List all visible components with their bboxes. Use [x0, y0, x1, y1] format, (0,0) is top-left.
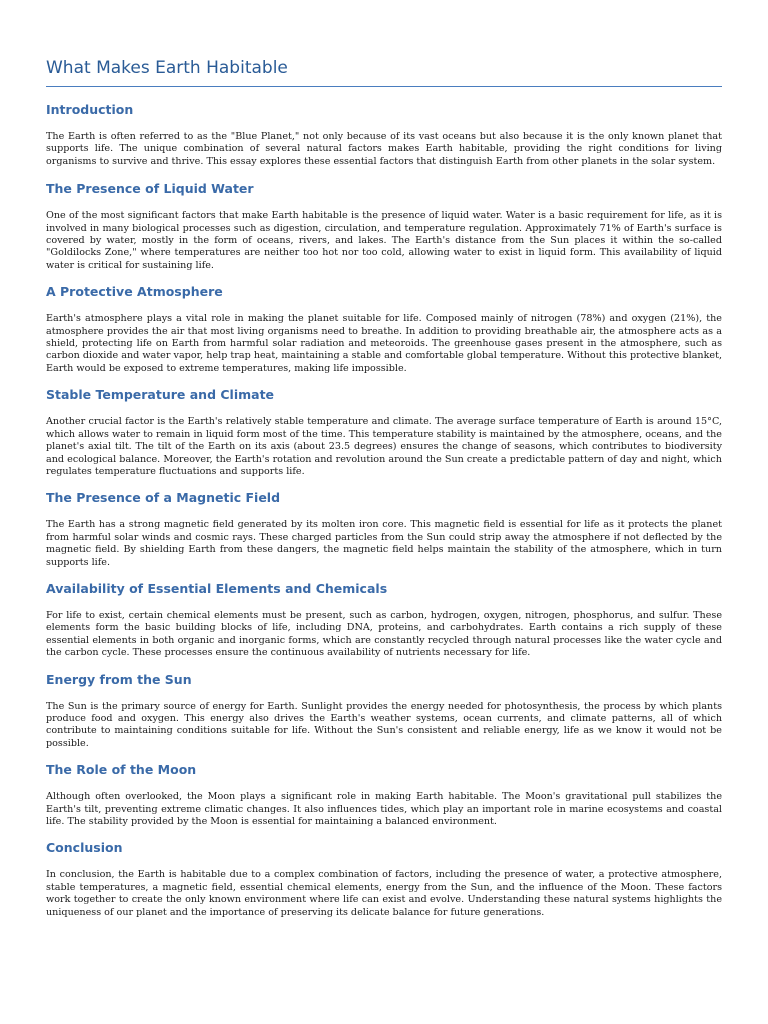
section-heading: The Presence of Liquid Water [46, 181, 254, 197]
section-heading: Energy from the Sun [46, 671, 192, 687]
section-essential-elements [46, 581, 722, 660]
section-conclusion [46, 840, 722, 919]
document-page [46, 56, 722, 919]
section-magnetic-field [46, 490, 722, 569]
section-heading: Introduction [46, 102, 134, 117]
section-heading: Stable Temperature and Climate [46, 387, 275, 403]
section-heading: The Role of the Moon [46, 762, 197, 778]
section-body: The Sun is the primary source of energy for Earth. Sunlight provides the energy needed for photosynthesis, the process by which plants produce food and oxygen. This energy also drives the Earth's weather systems, ocean currents, and climate patterns, all of which contribute to maintaining conditions suitable for life. Without the Sun's consistent and reliable energy, life as we know it would not be possible. [46, 700, 722, 749]
section-body: One of the most significant factors that make Earth habitable is the presence of liquid water. Water is a basic requirement for life, as it is involved in many biological processes such as digestion, circulation, and temperature regulation. Approximately 71% of Earth's surface is covered by water, mostly in the form of oceans, rivers, and lakes. The Earth's distance from the Sun places it within the so-called "Goldilocks Zone," where temperatures are neither too hot nor too cold, allowing water to exist in liquid form. This availability of liquid water is critical for sustaining life. [46, 210, 722, 271]
section-liquid-water [46, 181, 722, 272]
section-body: Another crucial factor is the Earth's relatively stable temperature and climate. The average surface temperature of Earth is around 15°C, which allows water to remain in liquid form most of the time. This temperature stability is maintained by the atmosphere, oceans, and the planet's axial tilt. The tilt of the Earth on its axis (about 23.5 degrees) ensures the change of seasons, which contributes to biodiversity and ecological balance. Moreover, the Earth's rotation and revolution around the Sun create a predictable pattern of day and night, which regulates temperature fluctuations and supports life. [46, 416, 722, 477]
section-atmosphere [46, 284, 722, 375]
section-heading: A Protective Atmosphere [46, 284, 223, 300]
section-heading: Availability of Essential Elements and Chemicals [46, 580, 388, 596]
section-body: Earth's atmosphere plays a vital role in making the planet suitable for life. Composed mainly of nitrogen (78%) and oxygen (21%), the atmosphere provides the air that most living organisms need to breathe. In addition to providing breathable air, the atmosphere acts as a shield, protecting life on Earth from harmful solar radiation and meteoroids. The greenhouse gases present in the atmosphere, such as carbon dioxide and water vapor, help trap heat, maintaining a stable and comfortable global temperature. Without this protective blanket, Earth would be exposed to extreme temperatures, making life impossible. [46, 313, 722, 374]
section-heading: Conclusion [46, 840, 123, 856]
document-title: What Makes Earth Habitable [46, 56, 722, 87]
section-energy-from-sun [46, 672, 722, 751]
section-body: The Earth is often referred to as the "Blue Planet," not only because of its vast oceans but also because it is the only known planet that supports life. The unique combination of several natural factors makes Earth habitable, providing the right conditions for living organisms to survive and thrive. This essay explores these essential factors that distinguish Earth from other planets in the solar system. [46, 131, 722, 167]
section-body: Although often overlooked, the Moon plays a significant role in making Earth habitable. The Moon's gravitational pull stabilizes the Earth's tilt, preventing extreme climatic changes. It also influences tides, which play an important role in marine ecosystems and coastal life. The stability provided by the Moon is essential for maintaining a balanced environment. [46, 791, 722, 827]
section-temperature-climate [46, 387, 722, 478]
section-body: The Earth has a strong magnetic field generated by its molten iron core. This magnetic field is essential for life as it protects the planet from harmful solar winds and cosmic rays. These charged particles from the Sun could strip away the atmosphere if not deflected by the magnetic field. By shielding Earth from these dangers, the magnetic field helps maintain the stability of the atmosphere, which in turn supports life. [46, 519, 722, 568]
section-heading: The Presence of a Magnetic Field [46, 490, 281, 506]
section-body: For life to exist, certain chemical elements must be present, such as carbon, hydrogen, oxygen, nitrogen, phosphorus, and sulfur. These elements form the basic building blocks of life, including DNA, proteins, and carbohydrates. Earth contains a rich supply of these essential elements in both organic and inorganic forms, which are constantly recycled through natural processes like the water cycle and the carbon cycle. These processes ensure the continuous availability of nutrients necessary for life. [46, 609, 722, 659]
section-introduction [46, 102, 722, 168]
section-body: In conclusion, the Earth is habitable due to a complex combination of factors, including the presence of water, a protective atmosphere, stable temperatures, a magnetic field, essential chemical elements, energy from the Sun, and the influence of the Moon. These factors work together to create the only known environment where life can exist and evolve. Understanding these natural systems highlights the uniqueness of our planet and the importance of preserving its delicate balance for future generations. [46, 869, 722, 918]
section-role-of-moon [46, 762, 722, 828]
